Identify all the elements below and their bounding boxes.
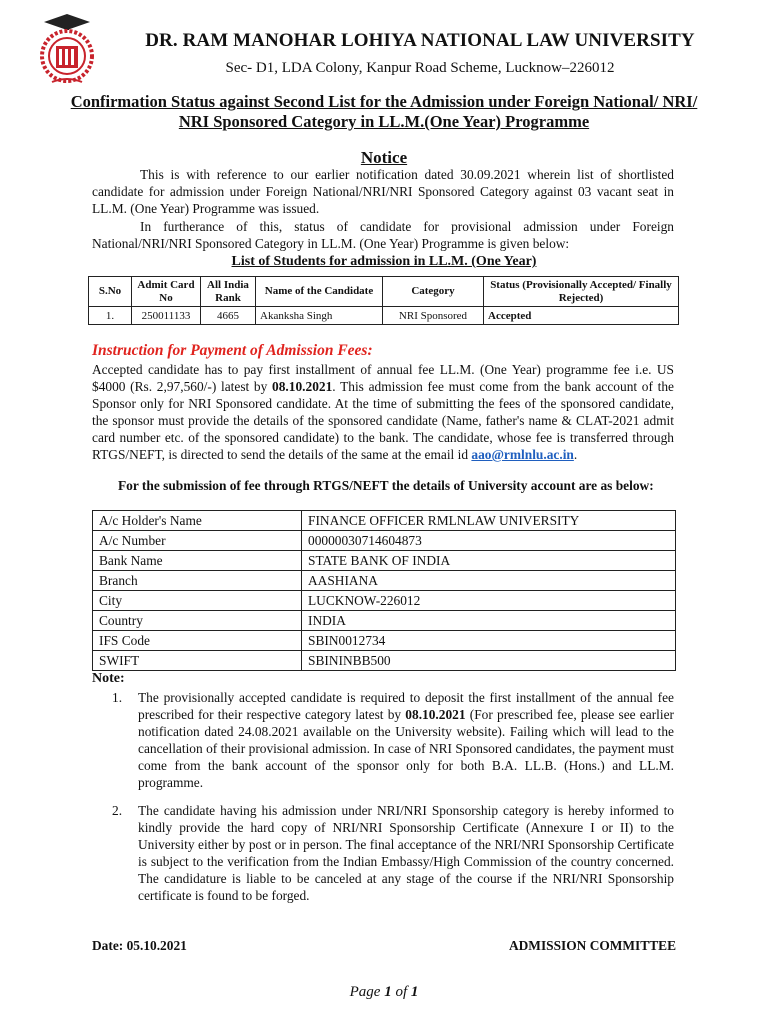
- cell-status: Accepted: [484, 307, 679, 325]
- instruction-deadline: 08.10.2021: [272, 379, 333, 394]
- table-row: [89, 307, 679, 325]
- note-number: 2.: [112, 803, 123, 818]
- page-indicator: [300, 984, 468, 1001]
- table-row: [93, 571, 676, 591]
- note-number: 1.: [112, 690, 123, 705]
- note-text: [138, 689, 674, 791]
- bank-field-label: Branch: [93, 571, 302, 591]
- header-status: Status (Provisionally Accepted/ Finally Rejected): [484, 277, 679, 307]
- note-heading: Note:: [92, 671, 125, 686]
- header-admit-card: Admit Card No: [132, 277, 201, 307]
- bank-field-value: SBININBB500: [302, 651, 676, 671]
- bank-field-value: AASHIANA: [302, 571, 676, 591]
- table-row: [93, 531, 676, 551]
- header-sno: S.No: [89, 277, 132, 307]
- note-1-part1: The provisionally accepted candidate is required to deposit the first installment of the annual fee prescribed for their respective category latest by: [138, 690, 674, 722]
- instruction-part3: .: [573, 447, 578, 462]
- table-row: [93, 551, 676, 571]
- bank-field-label: SWIFT: [93, 651, 302, 671]
- page-total: 1: [410, 984, 419, 1000]
- table-row: [93, 611, 676, 631]
- instruction-part2: . This admission fee must come from the bank account of the Sponsor only for NRI Sponsored candidate. At the time of submitting the fees of the sponsored candidate, the sponsor must provide the details of the sponsored candidate (Name, father's name & CLAT-2021 admit card number etc. of the sponsored candidate) to the bank. The candidate, whose fee is transferred through RTGS/NEFT, is directed to send the details of the same at the email id: [92, 379, 674, 462]
- intro-paragraph: [92, 166, 674, 217]
- cell-candidate-name: Akanksha Singh: [256, 307, 383, 325]
- document-title: Confirmation Status against Second List for the Admission under Foreign National/ NRI/ NRI Sponsored Category in LL.M.(One Year) Programme: [70, 92, 698, 131]
- bank-field-value: STATE BANK OF INDIA: [302, 551, 676, 571]
- table-row: [93, 511, 676, 531]
- notice-date: Date: 05.10.2021: [92, 938, 187, 953]
- university-name: DR. RAM MANOHAR LOHIYA NATIONAL LAW UNIVERSITY: [145, 30, 695, 51]
- bank-field-label: Country: [93, 611, 302, 631]
- bank-field-value: FINANCE OFFICER RMLNLAW UNIVERSITY: [302, 511, 676, 531]
- table-row: [93, 651, 676, 671]
- university-logo-icon: [32, 12, 102, 86]
- cell-rank: 4665: [201, 307, 256, 325]
- bank-field-value: 00000030714604873: [302, 531, 676, 551]
- header-category: Category: [383, 277, 484, 307]
- page-number: 1: [384, 984, 392, 1000]
- intro-paragraph-text: This is with reference to our earlier notification dated 30.09.2021 wherein list of shortlisted candidate for admission under Foreign National/NRI/NRI Sponsored Category against 03 vacant seat in LL.M. (One Year) Programme was issued.: [92, 167, 674, 216]
- header-candidate-name: Name of the Candidate: [256, 277, 383, 307]
- note-item-1: [112, 689, 674, 791]
- students-list-heading: List of Students for admission in LL.M. (One Year): [231, 254, 537, 269]
- bank-field-value: SBIN0012734: [302, 631, 676, 651]
- students-table: [88, 276, 679, 325]
- cell-category: NRI Sponsored: [383, 307, 484, 325]
- cell-admit-card: 250011133: [132, 307, 201, 325]
- bank-field-label: A/c Holder's Name: [93, 511, 302, 531]
- note-item-2: [112, 802, 674, 904]
- bank-field-label: A/c Number: [93, 531, 302, 551]
- status-paragraph-text: In furtherance of this, status of candidate for provisional admission under Foreign National/NRI/NRI Sponsored Category in LL.M. (One Year) Programme is given below:: [92, 219, 674, 251]
- page-of: of: [395, 984, 408, 1000]
- note-1-deadline: 08.10.2021: [405, 707, 466, 722]
- payment-instruction-text: [92, 361, 674, 463]
- payment-instruction-heading: Instruction for Payment of Admission Fees:: [92, 342, 373, 359]
- students-table-header-row: [89, 277, 679, 307]
- bank-field-label: Bank Name: [93, 551, 302, 571]
- status-paragraph: [92, 218, 674, 252]
- note-1-part2: (For prescribed fee, please see earlier notification dated 24.08.2021 available on the University website). Failing which will lead to the cancellation of their provisional admission. In case of NRI Sponsored candidates, the payment must come from the bank account of the sponsor only for both B.A. LL.B. (Hons.) and LL.M. programme.: [138, 707, 674, 790]
- university-address: Sec- D1, LDA Colony, Kanpur Road Scheme, Lucknow–226012: [225, 60, 615, 76]
- bank-field-label: IFS Code: [93, 631, 302, 651]
- cell-sno: 1.: [89, 307, 132, 325]
- notice-heading: Notice: [360, 148, 408, 167]
- issuing-committee: ADMISSION COMMITTEE: [508, 938, 676, 953]
- table-row: [93, 591, 676, 611]
- page-word: Page: [349, 984, 381, 1000]
- note-text: The candidate having his admission under NRI/NRI Sponsorship category is hereby informed to kindly provide the hard copy of NRI/NRI Sponsorship Certificate (Annexure I or II) to the University either by post or in person. The final acceptance of the NRI/NRI Sponsorship Certificate is subject to the verification from the Indian Embassy/High Commission of the country concerned. The candidature is liable to be canceled at any stage of the course if the NRI/NRI Sponsorship certificate is found to be forged.: [138, 803, 674, 903]
- bank-field-label: City: [93, 591, 302, 611]
- bank-details-table: [92, 510, 676, 671]
- instruction-part1: Accepted candidate has to pay first installment of annual fee LL.M. (One Year) programme fee i.e. US $4000 (Rs. 2,97,560/-) latest by: [92, 362, 674, 394]
- bank-details-intro: For the submission of fee through RTGS/NEFT the details of University account are as below:: [118, 478, 654, 493]
- bank-field-value: LUCKNOW-226012: [302, 591, 676, 611]
- bank-field-value: INDIA: [302, 611, 676, 631]
- email-link[interactable]: aao@rmlnlu.ac.in: [471, 447, 574, 462]
- header-rank: All India Rank: [201, 277, 256, 307]
- table-row: [93, 631, 676, 651]
